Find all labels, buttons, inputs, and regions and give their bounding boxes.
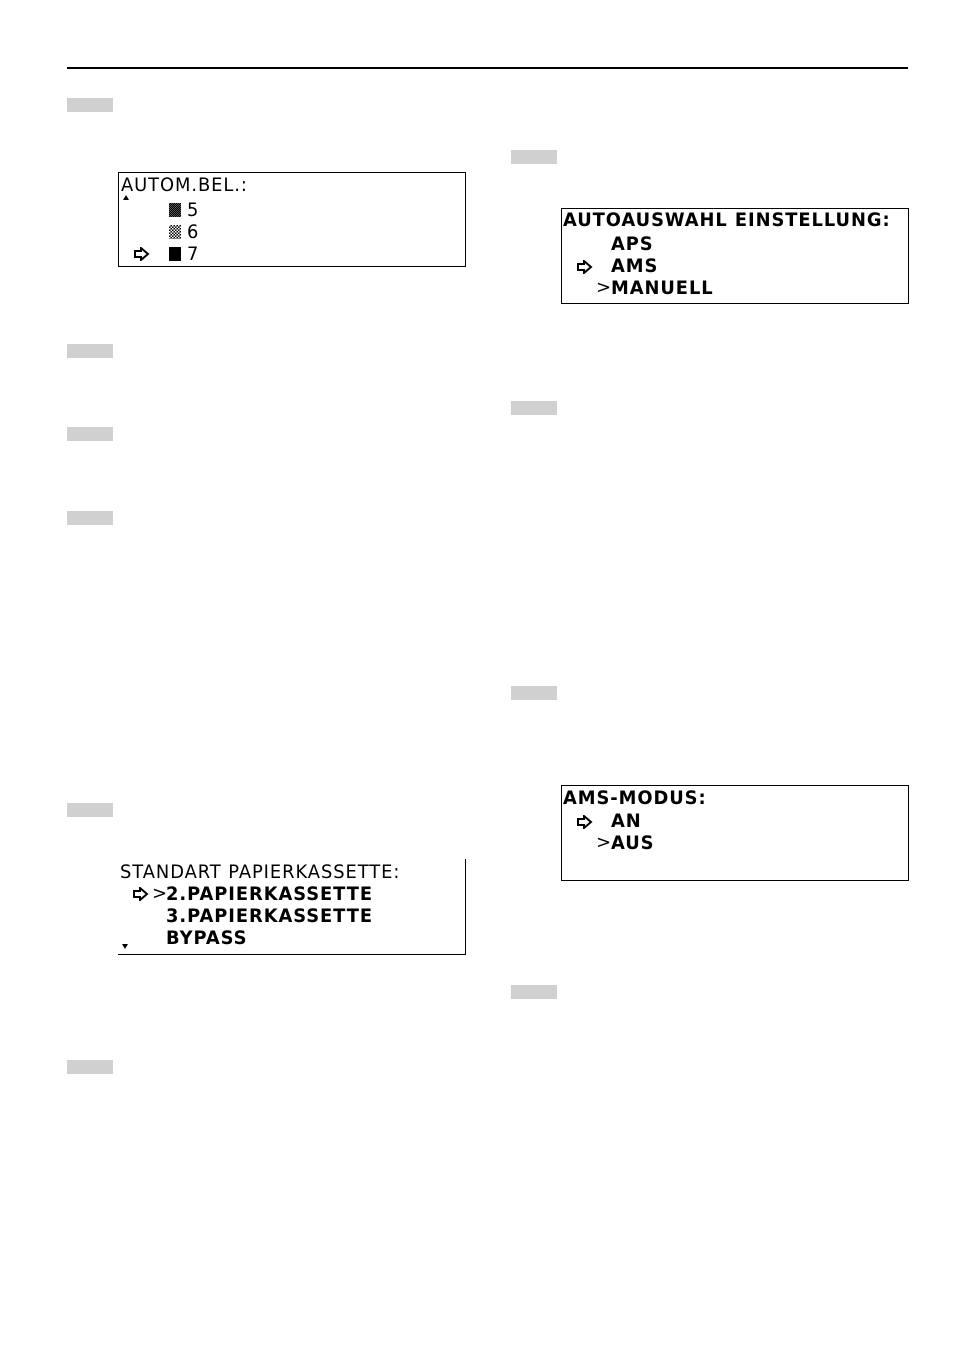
pattern-square-icon: [169, 225, 181, 239]
solid-square-icon: [169, 247, 181, 261]
pattern-square-icon: [169, 203, 181, 217]
step-marker: [511, 401, 557, 415]
option-label: 7: [187, 243, 200, 265]
autom-bel-display: [118, 172, 466, 267]
step-marker: [67, 511, 113, 525]
selection-arrow-icon: [576, 815, 594, 829]
current-setting-icon: >: [596, 832, 612, 853]
step-marker: [67, 427, 113, 441]
auto-select-display: [561, 208, 909, 304]
option-label: AMS: [611, 255, 659, 277]
option-label: AN: [611, 810, 642, 832]
panel-title: AUTOAUSWAHL EINSTELLUNG:: [563, 209, 891, 231]
selection-arrow-icon: [133, 247, 151, 261]
step-marker: [511, 150, 557, 164]
option-label: 6: [187, 221, 200, 243]
step-marker: [67, 1060, 113, 1074]
option-label: APS: [611, 233, 654, 255]
panel-title: AUTOM.BEL.:: [121, 174, 248, 196]
step-marker: [511, 985, 557, 999]
step-marker: [511, 686, 557, 700]
panel-title: AMS-MODUS:: [563, 787, 707, 809]
step-marker: [67, 803, 113, 817]
option-label: 5: [187, 199, 200, 221]
current-setting-icon: >: [152, 883, 168, 904]
paper-cassette-display: [118, 859, 466, 955]
step-marker: [67, 98, 113, 112]
selection-arrow-icon: [576, 260, 594, 274]
panel-title: STANDART PAPIERKASSETTE:: [120, 861, 401, 883]
option-label: 3.PAPIERKASSETTE: [166, 905, 373, 927]
option-label: BYPASS: [166, 927, 248, 949]
selection-arrow-icon: [132, 887, 150, 901]
option-label: MANUELL: [611, 277, 714, 299]
current-setting-icon: >: [596, 277, 612, 298]
step-marker: [67, 344, 113, 358]
header-rule: [67, 67, 908, 69]
ams-mode-display: [561, 785, 909, 881]
scroll-down-icon: [122, 944, 128, 949]
option-label: AUS: [611, 832, 655, 854]
option-label: 2.PAPIERKASSETTE: [166, 883, 373, 905]
scroll-up-icon: [123, 195, 129, 200]
